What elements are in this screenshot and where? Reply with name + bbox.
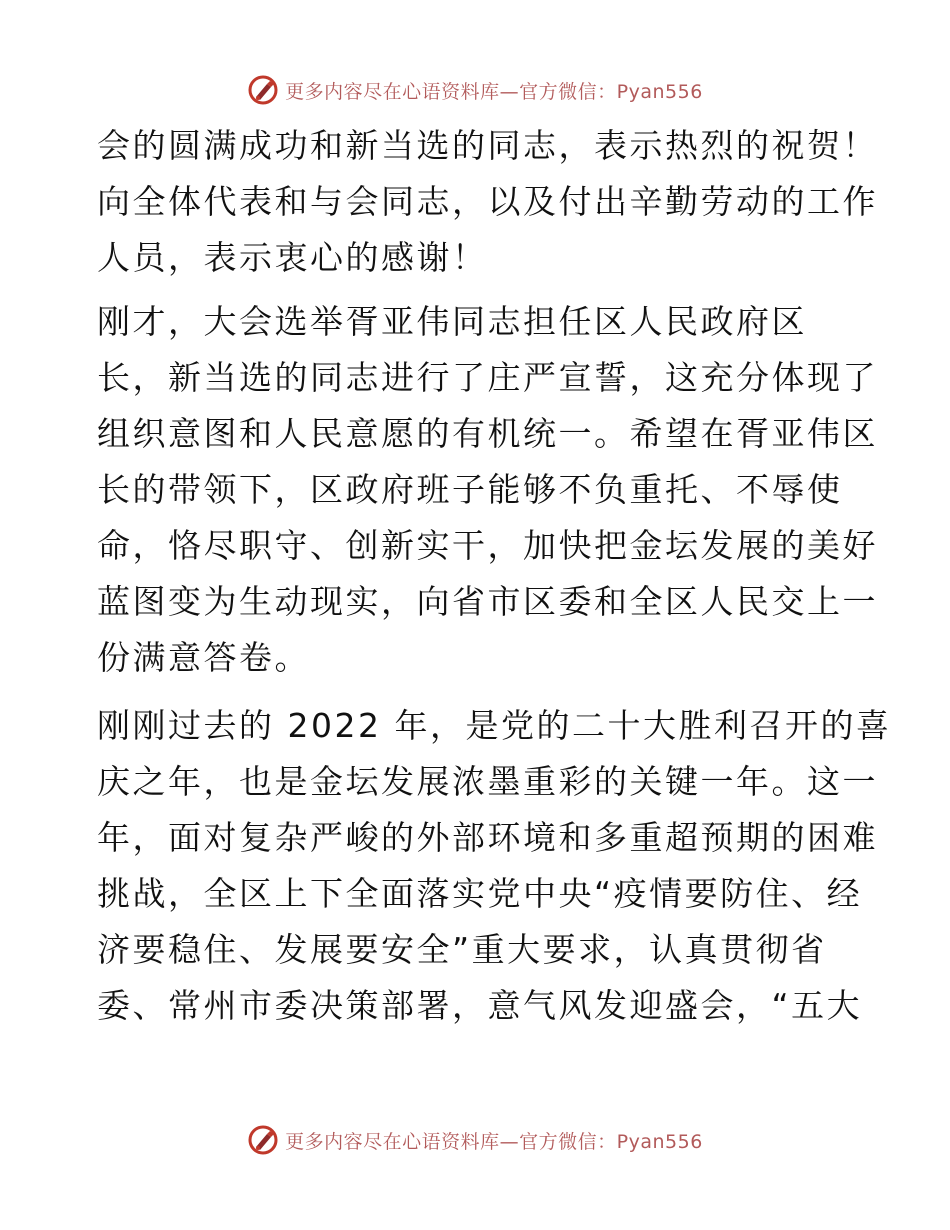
text-line: 长，新当选的同志进行了庄严宣誓，这充分体现了	[97, 358, 878, 397]
text-line: 年，面对复杂严峻的外部环境和多重超预期的困难	[97, 818, 878, 857]
paragraph-3	[97, 698, 892, 1034]
text-line: 委、常州市委决策部署，意气风发迎盛会，“五大	[97, 986, 863, 1025]
pen-logo-icon	[247, 74, 279, 106]
paragraph-1	[97, 118, 878, 286]
text-line: 会的圆满成功和新当选的同志，表示热烈的祝贺！	[97, 126, 878, 165]
text-line: 向全体代表和与会同志，以及付出辛勤劳动的工作	[97, 182, 878, 221]
text-line: 份满意答卷。	[97, 638, 310, 677]
footer-banner-text: 更多内容尽在心语资料库—官方微信：Pyan556	[285, 1130, 703, 1153]
document-body	[97, 118, 892, 1034]
text-line: 长的带领下，区政府班子能够不负重托、不辱使	[97, 470, 843, 509]
text-line: 挑战，全区上下全面落实党中央“疫情要防住、经	[97, 874, 863, 913]
header-banner	[0, 70, 950, 110]
text-line: 命，恪尽职守、创新实干，加快把金坛发展的美好	[97, 526, 878, 565]
paragraph-2	[97, 294, 878, 686]
text-line: 刚刚过去的 2022 年，是党的二十大胜利召开的喜	[97, 706, 892, 745]
pen-logo-icon	[247, 1124, 279, 1156]
text-line: 刚才，大会选举胥亚伟同志担任区人民政府区	[97, 302, 807, 341]
header-banner-text: 更多内容尽在心语资料库—官方微信：Pyan556	[285, 80, 703, 103]
footer-banner	[0, 1120, 950, 1160]
text-line: 庆之年，也是金坛发展浓墨重彩的关键一年。这一	[97, 762, 878, 801]
text-line: 人员，表示衷心的感谢！	[97, 238, 488, 277]
text-line: 组织意图和人民意愿的有机统一。希望在胥亚伟区	[97, 414, 878, 453]
text-line: 济要稳住、发展要安全”重大要求，认真贯彻省	[97, 930, 827, 969]
text-line: 蓝图变为生动现实，向省市区委和全区人民交上一	[97, 582, 878, 621]
